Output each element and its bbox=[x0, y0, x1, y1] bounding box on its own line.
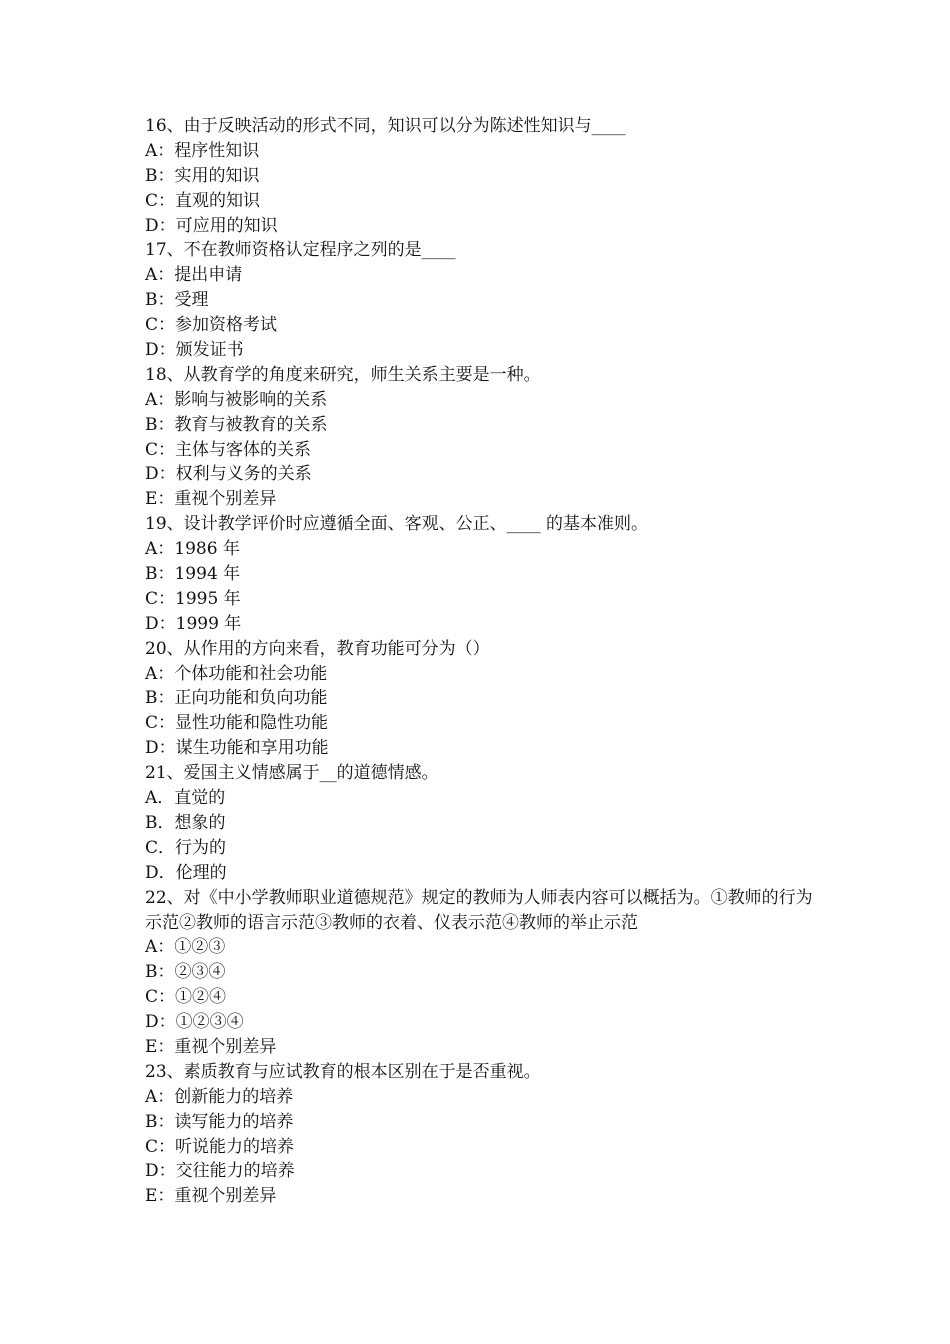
question-stem: 23、素质教育与应试教育的根本区别在于是否重视。 bbox=[145, 1061, 541, 1082]
question-17 bbox=[145, 238, 815, 362]
document-body bbox=[145, 114, 815, 1209]
question-stem: 20、从作用的方向来看，教育功能可分为（） bbox=[145, 638, 490, 659]
option-b: B：实用的知识 bbox=[145, 165, 260, 186]
option-c: C：主体与客体的关系 bbox=[145, 439, 312, 460]
question-stem: 18、从教育学的角度来研究，师生关系主要是一种。 bbox=[145, 364, 541, 385]
option-c: C．行为的 bbox=[145, 837, 227, 858]
question-22 bbox=[145, 886, 815, 1060]
option-b: B：②③④ bbox=[145, 962, 226, 983]
question-stem: 17、不在教师资格认定程序之列的是____ bbox=[145, 240, 456, 261]
option-a: A：提出申请 bbox=[145, 265, 243, 286]
question-stem: 21、爱国主义情感属于__的道德情感。 bbox=[145, 763, 439, 784]
option-c: C：直观的知识 bbox=[145, 190, 261, 211]
option-d: D．伦理的 bbox=[145, 862, 227, 883]
question-19 bbox=[145, 512, 815, 636]
option-b: B：读写能力的培养 bbox=[145, 1111, 294, 1132]
option-e: E：重视个别差异 bbox=[145, 1036, 277, 1057]
option-c: C：1995 年 bbox=[145, 588, 241, 609]
option-d: D：1999 年 bbox=[145, 613, 242, 634]
option-c: C：参加资格考试 bbox=[145, 315, 278, 336]
question-21 bbox=[145, 761, 815, 885]
option-d: D：可应用的知识 bbox=[145, 215, 278, 236]
option-a: A：1986 年 bbox=[145, 539, 240, 560]
option-a: A：①②③ bbox=[145, 937, 226, 958]
option-c: C：听说能力的培养 bbox=[145, 1136, 295, 1157]
option-e: E：重视个别差异 bbox=[145, 1186, 277, 1207]
option-e: E：重视个别差异 bbox=[145, 489, 277, 510]
option-b: B：正向功能和负向功能 bbox=[145, 688, 328, 709]
question-stem: 19、设计教学评价时应遵循全面、客观、公正、____ 的基本准则。 bbox=[145, 514, 649, 535]
option-a: A：创新能力的培养 bbox=[145, 1086, 294, 1107]
question-18 bbox=[145, 363, 815, 512]
option-d: D：权利与义务的关系 bbox=[145, 464, 312, 485]
option-a: A：个体功能和社会功能 bbox=[145, 663, 328, 684]
option-a: A．直觉的 bbox=[145, 788, 226, 809]
option-b: B：受理 bbox=[145, 290, 209, 311]
option-a: A：影响与被影响的关系 bbox=[145, 389, 328, 410]
option-d: D：①②③④ bbox=[145, 1012, 244, 1033]
option-a: A：程序性知识 bbox=[145, 140, 260, 161]
option-d: D：谋生功能和享用功能 bbox=[145, 738, 329, 759]
question-16 bbox=[145, 114, 815, 238]
question-stem: 16、由于反映活动的形式不同，知识可以分为陈述性知识与____ bbox=[145, 116, 626, 136]
option-b: B：1994 年 bbox=[145, 564, 241, 585]
option-b: B．想象的 bbox=[145, 812, 226, 833]
question-23 bbox=[145, 1060, 815, 1209]
option-b: B：教育与被教育的关系 bbox=[145, 414, 328, 435]
option-d: D：交往能力的培养 bbox=[145, 1161, 295, 1182]
question-20 bbox=[145, 637, 815, 761]
question-stem: 22、对《中小学教师职业道德规范》规定的教师为人师表内容可以概括为。①教师的行为示范②教师的语言示范③教师的衣着、仪表示范④教师的举止示范 bbox=[145, 887, 813, 933]
option-c: C：显性功能和隐性功能 bbox=[145, 713, 329, 734]
option-d: D：颁发证书 bbox=[145, 340, 244, 361]
option-c: C：①②④ bbox=[145, 987, 227, 1008]
